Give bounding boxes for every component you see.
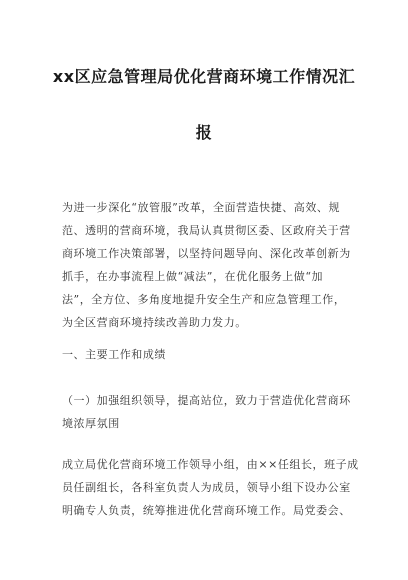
intro-paragraph bbox=[62, 196, 352, 334]
document-title-line-2: 报 bbox=[195, 123, 213, 142]
paragraph-line: 抓手，在办事流程上做“减法”，在优化服务上做“加 bbox=[62, 270, 324, 283]
paragraph-line: 明确专人负责，统筹推进优化营商环境工作。局党委会、 bbox=[62, 504, 351, 517]
section-heading: 一、主要工作和成绩 bbox=[62, 348, 166, 361]
body-paragraph bbox=[62, 453, 359, 522]
document-title-line-1: xx区应急管理局优化营商环境工作情况汇 bbox=[52, 67, 356, 86]
subsection-line: 境浓厚氛围 bbox=[62, 417, 120, 430]
subsection-line: （一）加强组织领导，提高站位，致力于营造优化营商环 bbox=[62, 394, 351, 407]
paragraph-line: 成立局优化营商环境工作领导小组，由××任组长，班子成 bbox=[62, 458, 359, 471]
paragraph-line: 商环境工作决策部署，以坚持问题导向、深化改革创新为 bbox=[62, 247, 351, 260]
subsection-heading bbox=[62, 389, 352, 435]
paragraph-line: 员任副组长，各科室负责人为成员，领导小组下设办公室 bbox=[62, 481, 351, 494]
paragraph-line: 为全区营商环境持续改善助力发力。 bbox=[62, 316, 247, 329]
paragraph-line: 为进一步深化“放管服”改革，全面营造快捷、高效、规 bbox=[62, 201, 340, 214]
paragraph-line: 法”，全方位、多角度地提升安全生产和应急管理工作， bbox=[62, 293, 346, 306]
paragraph-line: 范、透明的营商环境，我局认真贯彻区委、区政府关于营 bbox=[62, 224, 351, 237]
